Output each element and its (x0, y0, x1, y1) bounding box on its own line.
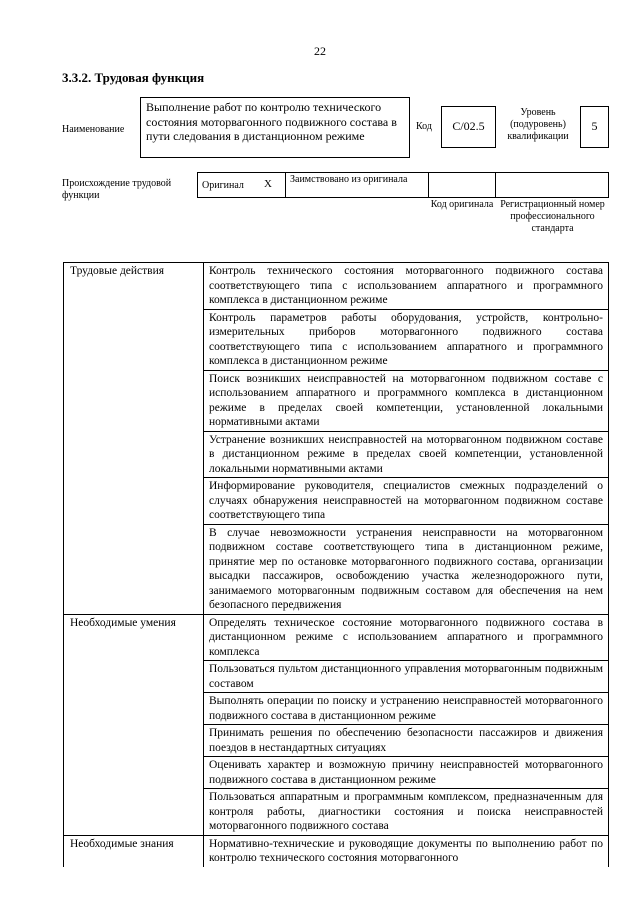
table-cell: Оценивать характер и возможную причину неисправностей моторвагонного подвижного состава в дистанционном режиме (204, 757, 609, 789)
table-cell: Поиск возникших неисправностей на моторвагонном подвижном составе с использованием аппаратного и программного комплекса в дистанционном режиме в пределах своей компетенции, установленной локальными нормативными актами (204, 370, 609, 431)
code-value: С/02.5 (441, 106, 496, 148)
borrowed-label: Заимствовано из оригинала (290, 174, 408, 185)
original-cell (197, 172, 286, 198)
section-title: 3.3.2. Трудовая функция (62, 70, 205, 85)
row-label: Необходимые умения (64, 614, 204, 835)
code-label: Код (416, 121, 432, 132)
row-label: Трудовые действия (64, 263, 204, 615)
table-cell: В случае невозможности устранения неисправности на моторвагонном подвижном составе соответствующего типа в дистанционном режиме, принятие мер по остановке моторвагонного подвижного состава, организации высадки пассажиров, освобождению участка железнодорожного пути, занимаемого моторвагонным подвижным составом для обеспечения на нем безопасного передвижения (204, 524, 609, 614)
table-cell: Выполнять операции по поиску и устранению неисправностей моторвагонного подвижного состава в дистанционном режиме (204, 693, 609, 725)
row-label: Необходимые знания (64, 835, 204, 867)
table-cell: Определять техническое состояние моторвагонного подвижного состава в дистанционном режиме с использованием аппаратного и программного комплекса (204, 614, 609, 661)
level-label: Уровень (подуровень) квалификации (507, 107, 569, 142)
table-row (64, 263, 609, 310)
table-cell: Пользоваться пультом дистанционного управления моторвагонным подвижным составом (204, 661, 609, 693)
name-value: Выполнение работ по контролю технического состояния моторвагонного подвижного состава в пути следования в дистанционном режиме (140, 97, 410, 158)
code-original-caption: Код оригинала (430, 199, 494, 210)
name-label: Наименование (62, 124, 125, 135)
table-row (64, 614, 609, 661)
origin-label: Происхождение трудовой функции (62, 178, 172, 201)
table-cell: Нормативно-технические и руководящие документы по выполнению работ по контролю технического состояния моторвагонного (204, 835, 609, 867)
table-cell: Устранение возникших неисправностей на моторвагонном подвижном составе в дистанционном режиме в пределах своей компетенции, установленной локальными нормативными актами (204, 431, 609, 478)
table-cell: Контроль технического состояния моторвагонного подвижного состава соответствующего типа с использованием аппаратного и программного комплекса в дистанционном режиме (204, 263, 609, 310)
reg-number-caption: Регистрационный номер профессионального стандарта (500, 199, 605, 234)
level-value: 5 (580, 106, 609, 148)
function-table (63, 262, 609, 867)
code-original-cell (428, 172, 496, 198)
table-cell: Принимать решения по обеспечению безопасности пассажиров и движения поездов в нестандартных ситуациях (204, 725, 609, 757)
original-label: Оригинал (202, 180, 244, 191)
borrowed-cell (285, 172, 429, 198)
table-cell: Информирование руководителя, специалистов смежных подразделений о случаях обнаружения неисправностей на моторвагонном подвижном составе соответствующего типа (204, 478, 609, 525)
table-cell: Пользоваться аппаратным и программным комплексом, предназначенным для контроля работы, диагностики состояния и поиска неисправностей моторвагонного подвижного состава (204, 789, 609, 836)
table-cell: Контроль параметров работы оборудования, устройств, контрольно-измерительных приборов моторвагонного подвижного состава соответствующего типа с использованием аппаратного и программного комплекса в дистанционном режиме (204, 309, 609, 370)
page-number: 22 (314, 44, 326, 58)
table-row (64, 835, 609, 867)
reg-number-cell (495, 172, 609, 198)
original-mark: Х (264, 178, 272, 190)
